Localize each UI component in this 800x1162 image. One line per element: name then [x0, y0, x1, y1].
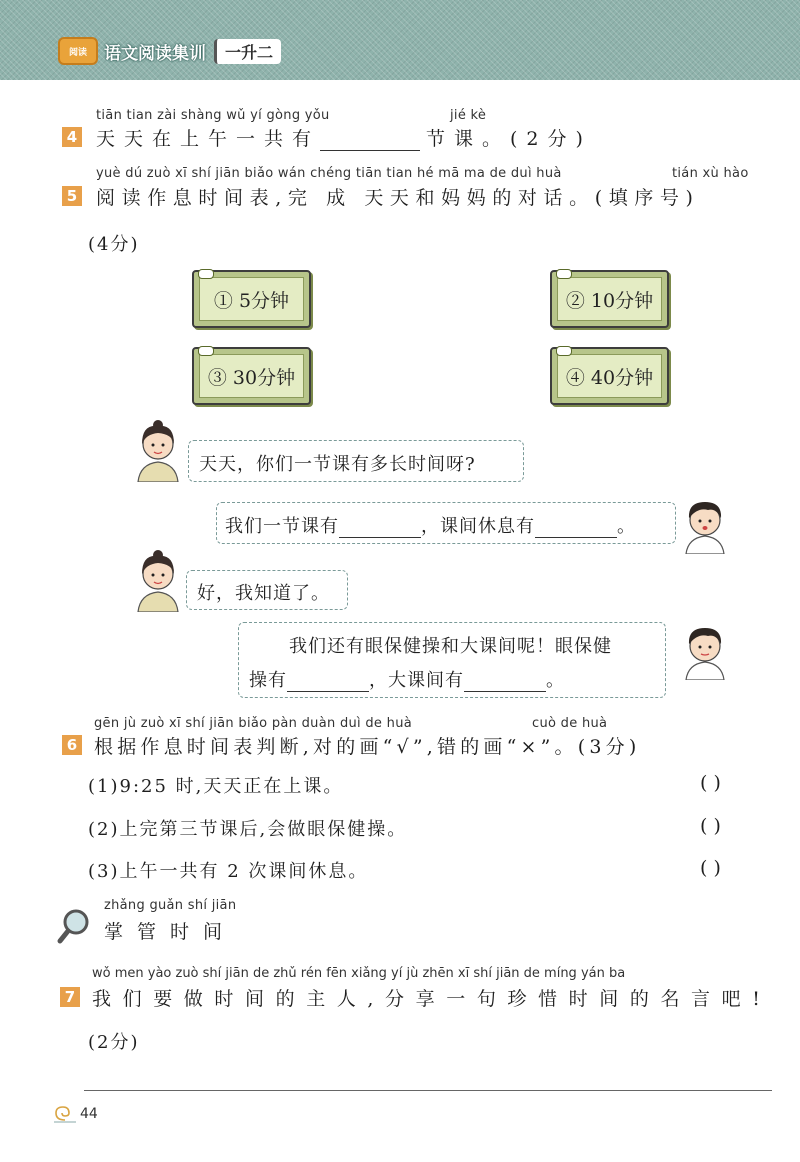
q5-number: 5: [62, 186, 82, 206]
mom-avatar-icon: [132, 418, 184, 482]
q4-pinyin: tiān tian zài shàng wǔ yí gòng yǒu: [96, 108, 330, 123]
option-card-4: [550, 347, 669, 405]
q6-number: 6: [62, 735, 82, 755]
break-length-blank[interactable]: [535, 517, 617, 538]
mom-line-2: 好，我知道了。: [197, 583, 330, 604]
q5-pinyin: yuè dú zuò xī shí jiān biǎo wán chéng tiān tian hé mā ma de duì huà: [96, 166, 562, 181]
mom-bubble-1: [188, 440, 524, 482]
book-logo: 阅读: [58, 37, 98, 65]
kid-line-2-2: [249, 666, 565, 692]
page-header: [0, 0, 800, 80]
q4-answer-blank[interactable]: [320, 130, 420, 151]
mom-avatar-icon: [132, 548, 184, 612]
kid-bubble-1: [216, 502, 676, 544]
kid-avatar-icon: [680, 494, 730, 554]
option-card-1: [192, 270, 311, 328]
q6-pinyin-end: cuò de huà: [532, 716, 608, 731]
q5-pinyin-end: tián xù hào: [672, 166, 749, 181]
q6-text: 根据作息时间表判断,对的画“√”,错的画“×”。(3分): [94, 736, 641, 758]
q4-text-after: 节课。(2分): [426, 128, 592, 150]
big-break-blank[interactable]: [464, 671, 546, 692]
footer-divider: [84, 1090, 772, 1091]
magnifier-icon: [56, 906, 92, 946]
option-2-label: ② 10分钟: [557, 277, 662, 321]
q7-number: 7: [60, 987, 80, 1007]
kid-line-1-b: ，课间休息有: [421, 516, 535, 537]
option-card-3: [192, 347, 311, 405]
option-4-label: ④ 40分钟: [557, 354, 662, 398]
kid-line-2-b: ，大课间有: [369, 670, 464, 691]
q6-item-2: (2)上完第三节课后,会做眼保健操。: [88, 819, 408, 840]
q5-score: (4分): [88, 234, 140, 255]
kid-line-2-1: 我们还有眼保健操和大课间呢！眼保健: [289, 636, 612, 657]
q4-pinyin-end: jié kè: [450, 108, 487, 123]
kid-line-1: [225, 512, 636, 538]
option-card-2: [550, 270, 669, 328]
mom-line-1: 天天，你们一节课有多长时间呀?: [199, 454, 476, 475]
kid-line-1-end: 。: [617, 516, 636, 537]
kid-line-1-a: 我们一节课有: [225, 516, 339, 537]
q6-item-1: (1)9:25 时,天天正在上课。: [88, 776, 344, 797]
class-length-blank[interactable]: [339, 517, 421, 538]
option-1-label: ① 5分钟: [199, 277, 304, 321]
q4-text-before: 天天在上午一共有: [96, 128, 321, 150]
book-title: 语文阅读集训: [104, 43, 206, 64]
option-3-label: ③ 30分钟: [199, 354, 304, 398]
q6-item-3: (3)上午一共有 2 次课间休息。: [88, 861, 369, 882]
clip-icon: [556, 346, 572, 356]
q6-answer-3[interactable]: ( ): [700, 857, 721, 879]
kid-line-2-a: 操有: [249, 670, 287, 691]
q6-answer-2[interactable]: ( ): [700, 815, 721, 837]
clip-icon: [198, 269, 214, 279]
q7-text: 我们要做时间的主人,分享一句珍惜时间的名言吧!: [92, 988, 772, 1010]
section-pinyin: zhǎng guǎn shí jiān: [104, 898, 237, 913]
kid-bubble-2: [238, 622, 666, 698]
section-title: 掌管时间: [104, 921, 237, 943]
q4-number: 4: [62, 127, 82, 147]
q5-text: 阅读作息时间表,完 成 天天和妈妈的对话。(填序号): [96, 187, 700, 209]
eye-exercise-blank[interactable]: [287, 671, 369, 692]
q6-answer-1[interactable]: ( ): [700, 772, 721, 794]
mom-bubble-2: [186, 570, 348, 610]
clip-icon: [556, 269, 572, 279]
swirl-icon: [52, 1102, 78, 1124]
book-header: [58, 36, 281, 66]
q4-text: [96, 124, 592, 151]
clip-icon: [198, 346, 214, 356]
q6-pinyin: gēn jù zuò xī shí jiān biǎo pàn duàn duì de huà: [94, 716, 413, 731]
q7-pinyin: wǒ men yào zuò shí jiān de zhǔ rén fēn xiǎng yí jù zhēn xī shí jiān de míng yán ba: [92, 966, 626, 981]
grade-tag: 一升二: [214, 39, 281, 64]
q7-score: (2分): [88, 1032, 140, 1053]
page-number: 44: [80, 1106, 98, 1122]
kid-avatar-icon: [680, 620, 730, 680]
kid-line-2-end: 。: [546, 670, 565, 691]
